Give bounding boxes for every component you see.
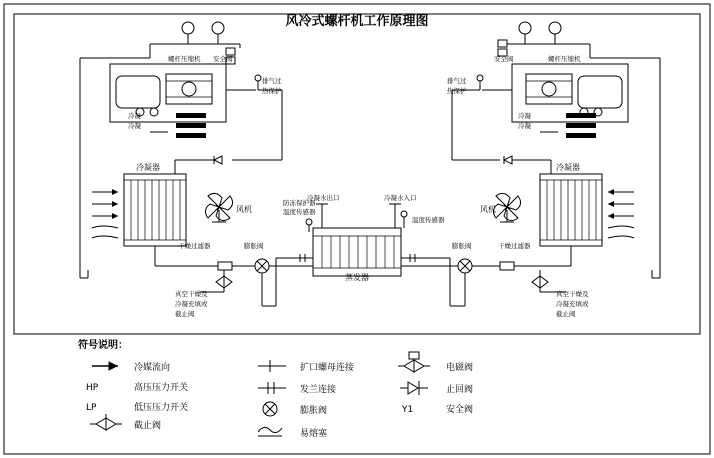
oil-separator-left [116,76,160,108]
oil-cooler-bar-l1 [176,113,206,118]
oil-sep-right-label-2: 冷凝 [518,122,531,130]
dry-filter-left [218,262,232,270]
oil-cooler-bar-r1 [566,113,596,118]
expansion-valve-left [255,259,269,273]
legend-label-6: 低压压力开关 [134,403,189,413]
fan-right-label: 风机 [480,205,496,214]
legend-label-3: 高压压力开关 [134,383,189,393]
oil-sep-left-label-2: 冷凝 [128,122,141,130]
condenser-left-label: 冷凝器 [136,163,160,172]
discharge-protect-left-l2: 热保护 [262,87,282,95]
fan-right [493,193,520,222]
dry-filter-right-label: 干燥过滤器 [498,242,531,250]
oil-cooler-bar-l2 [176,123,206,128]
discharge-protect-left-l1: 排气过 [262,77,282,85]
terminal-left-1 [226,48,235,55]
valve-note-right-l2: 冷凝充填或 [556,300,589,308]
legend-prefix-hp: HP [86,383,99,393]
chilled-water-inlet-label: 冷凝水入口 [384,194,417,202]
dry-filter-right [500,262,514,270]
compressor-left-label: 螺杆压缩机 [168,55,201,63]
terminal-right-1 [498,40,507,47]
oil-cooler-bar-l3 [176,133,206,138]
oil-cooler-bar-r2 [566,123,596,128]
chilled-water-outlet-label: 冷凝水出口 [307,194,340,202]
condenser-right [540,174,602,246]
gauge-left-1 [182,22,194,34]
gauge-right-1 [519,22,531,34]
condenser-right-label: 冷凝器 [556,163,580,172]
legend-icon-check-valve-icon [400,381,428,395]
legend-label-1: 扩口螺母连接 [300,363,355,373]
compressor-right-label: 螺杆压缩机 [548,55,581,63]
legend-title: 符号说明： [78,340,128,351]
expansion-valve-right [458,259,472,273]
page-title: 风冷式螺杆机工作原理图 [285,14,429,29]
legend-label-2: 电磁阀 [446,363,474,373]
legend-icon-solenoid-valve-icon [398,352,430,372]
legend-label-0: 冷媒流向 [134,363,171,373]
stop-valve-left [216,270,232,288]
sensor-right [477,75,483,81]
legend-icon-expansion-valve-icon [263,402,277,416]
sensor-left [255,75,261,81]
oil-sep-left-label-1: 冷凝 [128,112,141,120]
antifreeze-sensor-l1: 防冻保护器 [283,199,316,207]
discharge-protect-right-l2: 热保护 [447,87,467,95]
fan-left-label: 风机 [236,205,252,214]
legend-icon-fusible-plug-icon [258,427,282,436]
legend-icon-flare-nut-icon [258,360,286,372]
airflow-arrows-right [608,192,634,238]
expansion-valve-right-label: 膨胀阀 [452,242,472,250]
safety-valve-left-label: 安全阀 [213,55,233,63]
legend-label-7: 膨胀阀 [300,406,328,416]
discharge-protect-right-l1: 排气过 [447,77,467,85]
legend-label-5: 止回阀 [446,385,474,395]
legend-label-9: 截止阀 [134,421,162,431]
oil-separator-right [578,76,622,108]
safety-valve-right-label: 安全阀 [494,55,514,63]
temp-sensor-label: 温度传感器 [412,216,445,224]
valve-note-right-l1: 真空干燥及 [556,290,589,298]
legend-icon-flange-icon [258,382,286,394]
evaporator-label: 蒸发器 [345,273,369,282]
legend-icon-stop-valve-icon [90,414,122,430]
oil-sep-right-label-1: 冷凝 [518,112,531,120]
legend-prefix-y1: Y1 [402,405,414,415]
valve-note-left-l1: 真空干燥及 [175,290,208,298]
legend-label-8: 安全阀 [446,405,474,415]
valve-left-b [150,108,158,116]
oil-cooler-bar-r3 [566,133,596,138]
temp-sensor-icon [401,211,407,217]
condenser-left [124,174,186,246]
valve-note-left-l2: 冷凝充填或 [175,300,208,308]
antifreeze-sensor-icon [306,219,312,225]
legend-prefix-lp: LP [86,403,97,413]
antifreeze-sensor-l2: 温度传感器 [283,208,316,216]
gauge-left-2 [212,22,224,34]
dry-filter-left-label: 干燥过滤器 [178,242,211,250]
legend-label-10: 易熔塞 [300,429,328,439]
evaporator [313,228,401,276]
valve-note-left-l3: 截止阀 [175,310,195,318]
valve-note-right-l3: 截止阀 [556,310,576,318]
legend-label-4: 发兰连接 [300,385,337,395]
stop-valve-right [532,270,548,288]
expansion-valve-left-label: 膨胀阀 [244,242,264,250]
gauge-right-2 [549,22,561,34]
airflow-arrows-left [92,192,118,238]
fan-left [205,193,232,222]
